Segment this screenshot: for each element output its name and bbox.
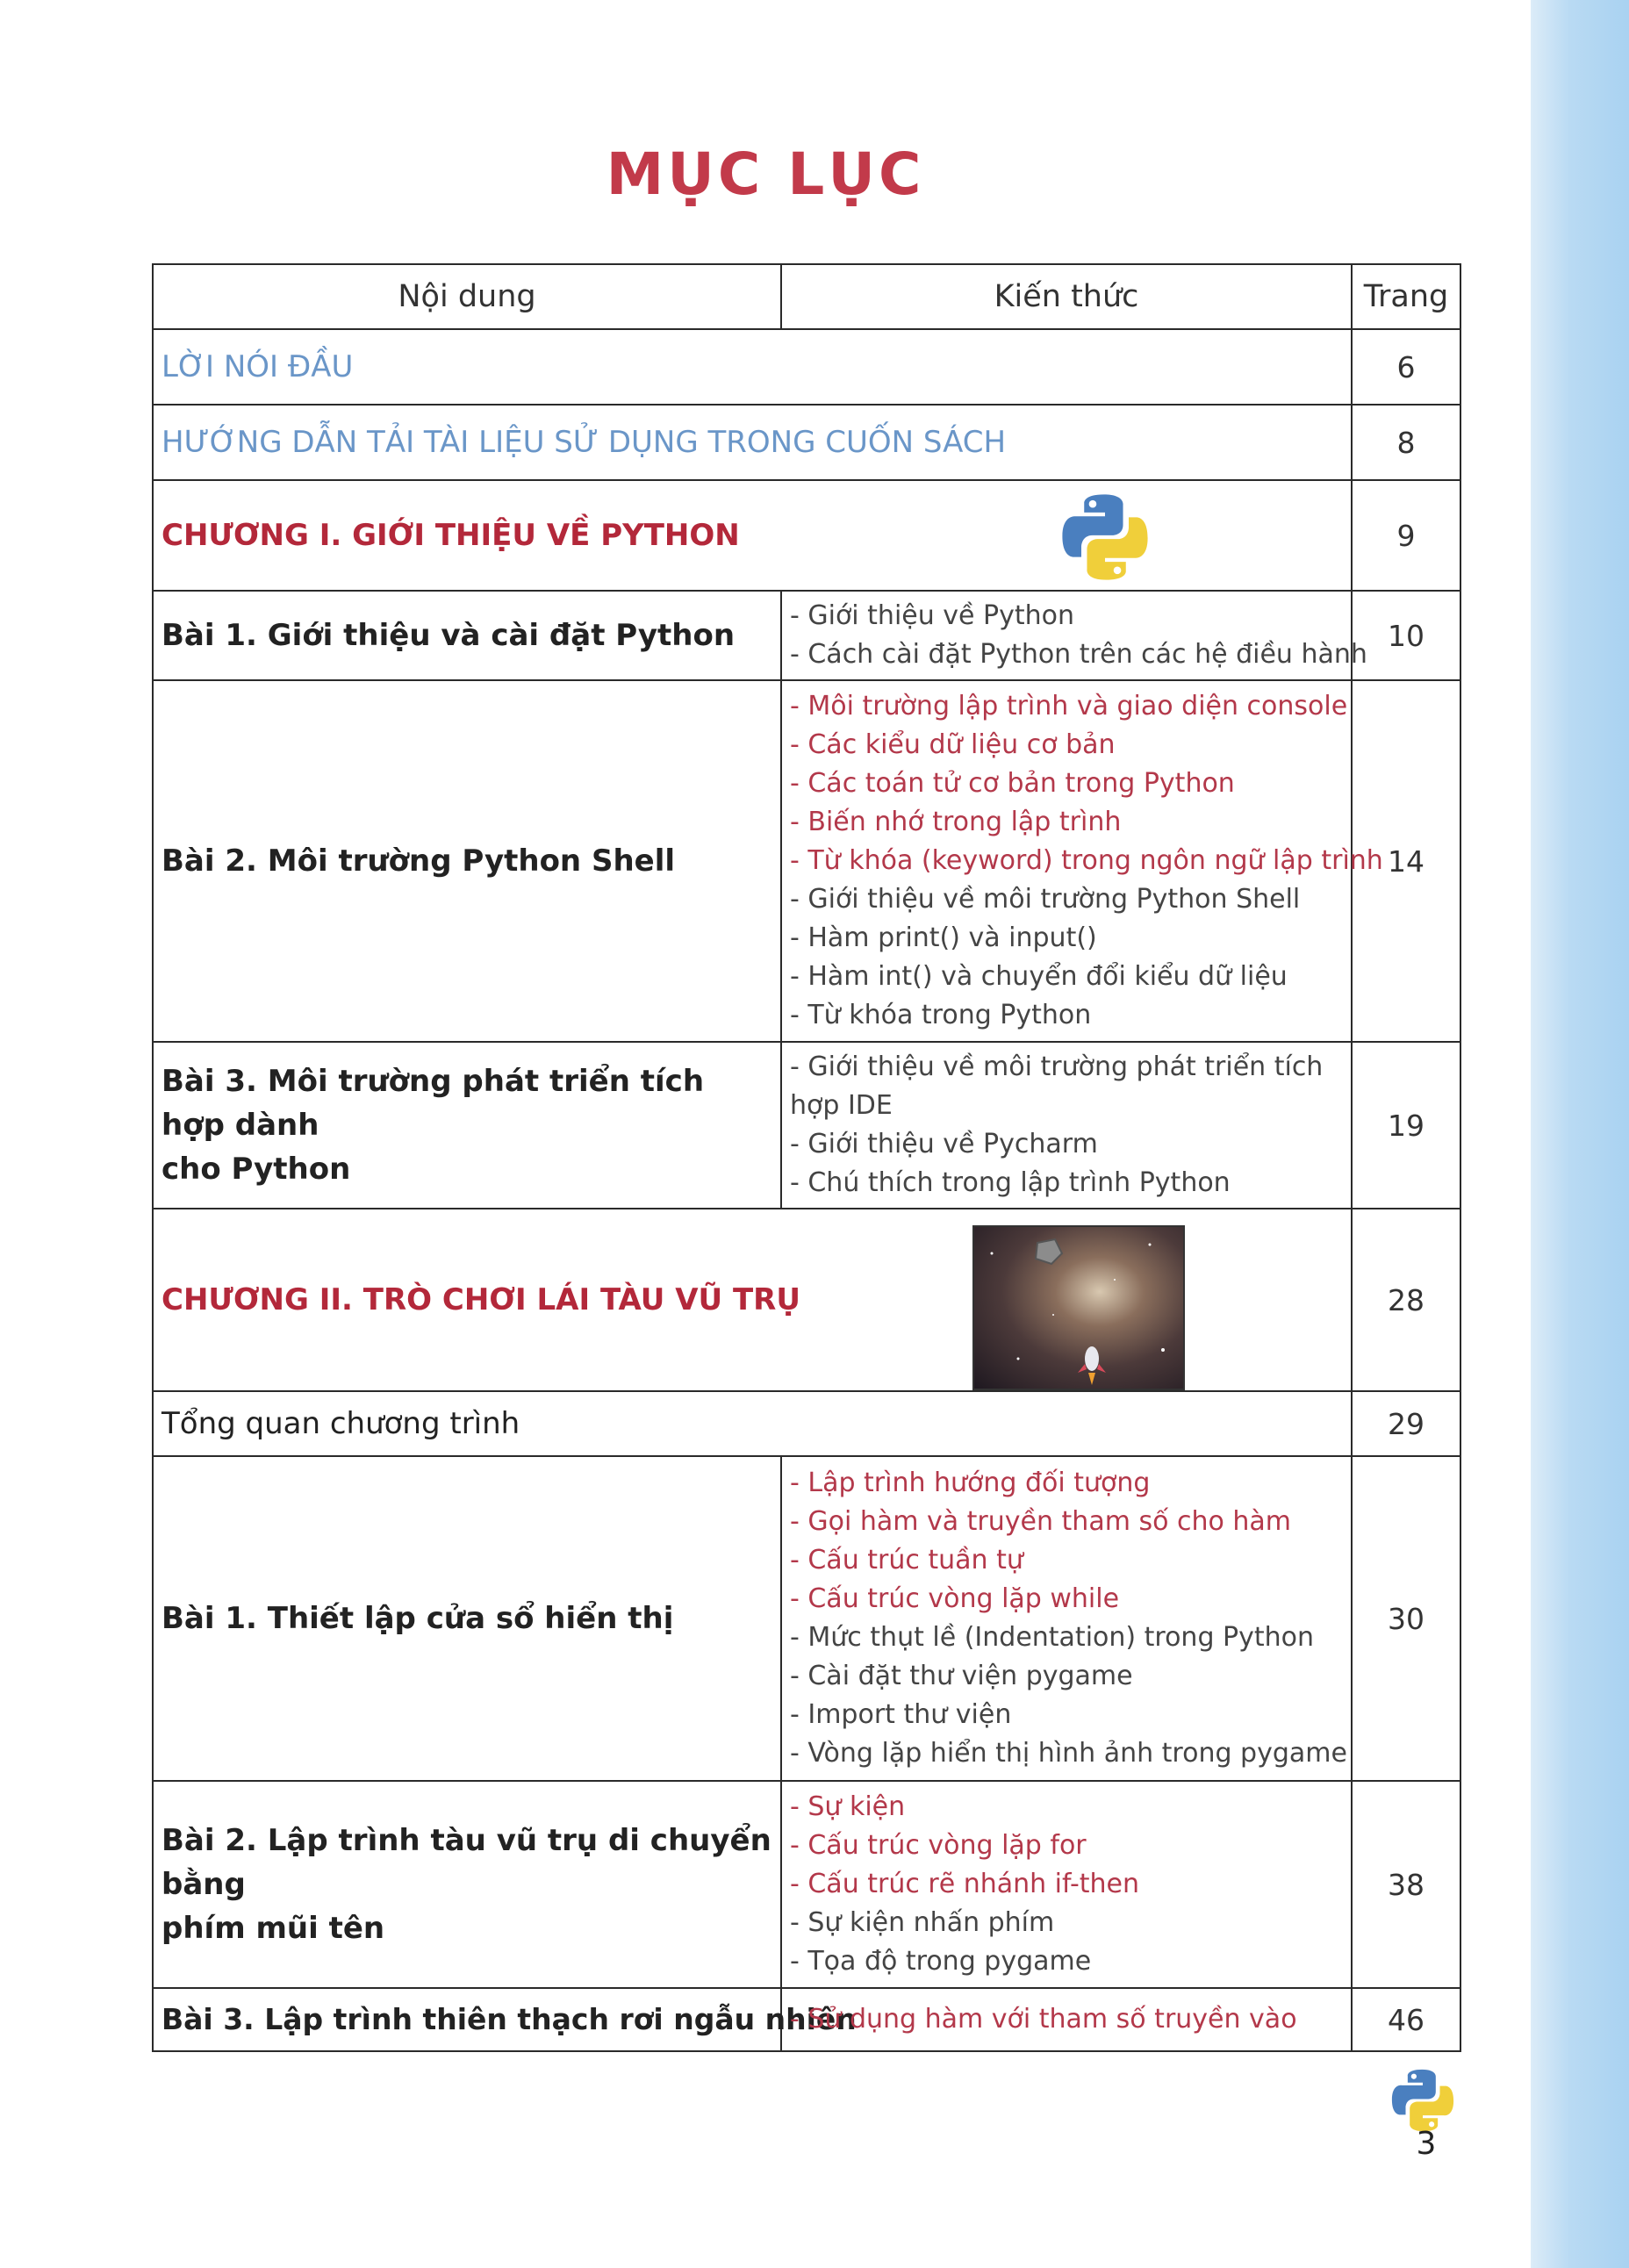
topic-item: - Biến nhớ trong lập trình xyxy=(790,807,1122,837)
topic-item: - Từ khóa (keyword) trong ngôn ngữ lập trình xyxy=(790,845,1383,876)
topic-item: - Hàm int() và chuyển đổi kiểu dữ liệu xyxy=(790,961,1288,992)
topic-item: - Môi trường lập trình và giao diện console xyxy=(790,691,1348,721)
topic-item: - Cách cài đặt Python trên các hệ điều hành xyxy=(790,639,1367,670)
ch1-lesson-3-label-line2: cho Python xyxy=(161,1152,351,1187)
ch2-lesson-1-page: 30 xyxy=(1352,1456,1460,1781)
overview-page: 29 xyxy=(1352,1391,1460,1456)
header-content: Nội dung xyxy=(153,264,781,329)
ch2-lesson-3-topics xyxy=(781,1988,1352,2051)
topic-item: - Chú thích trong lập trình Python xyxy=(790,1167,1231,1198)
footer-python-logo-icon xyxy=(1389,2066,1457,2135)
ch1-lesson-2-page: 14 xyxy=(1352,680,1460,1042)
ch2-lesson-3-page: 46 xyxy=(1352,1988,1460,2051)
topic-item: - Sự kiện nhấn phím xyxy=(790,1907,1055,1938)
toc-row-ch1-lesson-2 xyxy=(153,680,1460,1042)
chapter-2-page: 28 xyxy=(1352,1209,1460,1391)
ch1-lesson-1-label: Bài 1. Giới thiệu và cài đặt Python xyxy=(153,591,781,680)
topic-item: - Giới thiệu về môi trường phát triển tích xyxy=(790,1051,1324,1082)
chapter-1-label: CHƯƠNG I. GIỚI THIỆU VỀ PYTHON xyxy=(161,518,740,553)
preface-page: 6 xyxy=(1352,329,1460,405)
topic-item: - Gọi hàm và truyền tham số cho hàm xyxy=(790,1506,1291,1537)
chapter-2-label: CHƯƠNG II. TRÒ CHƠI LÁI TÀU VŨ TRỤ xyxy=(161,1282,800,1317)
ch1-lesson-3-page: 19 xyxy=(1352,1042,1460,1209)
ch1-lesson-1-page: 10 xyxy=(1352,591,1460,680)
ch1-lesson-2-topics xyxy=(781,680,1383,1042)
ch2-lesson-2-page: 38 xyxy=(1352,1781,1460,1988)
chapter-1-cell xyxy=(153,480,1352,591)
ch1-lesson-2-label: Bài 2. Môi trường Python Shell xyxy=(153,680,781,1042)
toc-row-ch2-lesson-3 xyxy=(153,1988,1460,2051)
table-header-row xyxy=(153,264,1460,329)
topic-item: - Giới thiệu về Python xyxy=(790,600,1075,631)
topic-item: - Tọa độ trong pygame xyxy=(790,1946,1092,1977)
guide-page: 8 xyxy=(1352,405,1460,480)
guide-label: HƯỚNG DẪN TẢI TÀI LIỆU SỬ DỤNG TRONG CUỐN SÁCH xyxy=(153,405,1352,480)
ch2-lesson-1-label: Bài 1. Thiết lập cửa sổ hiển thị xyxy=(153,1456,781,1781)
topic-item: - Giới thiệu về môi trường Python Shell xyxy=(790,884,1301,915)
header-knowledge: Kiến thức xyxy=(781,264,1352,329)
preface-label: LỜI NÓI ĐẦU xyxy=(153,329,1352,405)
topic-item: - Cấu trúc vòng lặp for xyxy=(790,1830,1087,1861)
topic-item: - Cấu trúc tuần tự xyxy=(790,1545,1023,1575)
topic-item: - Import thư viện xyxy=(790,1699,1012,1730)
topic-item: - Các kiểu dữ liệu cơ bản xyxy=(790,729,1116,760)
ch1-lesson-3-label-line1: Bài 3. Môi trường phát triển tích hợp dành xyxy=(161,1064,705,1143)
topic-item: - Hàm print() và input() xyxy=(790,922,1097,953)
topic-item: - Sử dụng hàm với tham số truyền vào xyxy=(790,2004,1297,2035)
toc-row-chapter-1 xyxy=(153,480,1460,591)
toc-row-preface xyxy=(153,329,1460,405)
page-title: MỤC LỤC xyxy=(606,140,925,208)
ch2-lesson-3-label: Bài 3. Lập trình thiên thạch rơi ngẫu nhiên xyxy=(153,1988,781,2051)
toc-row-ch2-lesson-1 xyxy=(153,1456,1460,1781)
topic-item: hợp IDE xyxy=(790,1090,893,1121)
ch2-lesson-2-label-line2: phím mũi tên xyxy=(161,1911,385,1946)
chapter-1-page: 9 xyxy=(1352,480,1460,591)
python-logo-icon xyxy=(1058,490,1152,585)
ch1-lesson-3-label xyxy=(153,1042,781,1209)
toc-row-chapter-2 xyxy=(153,1209,1460,1391)
ch1-lesson-3-topics xyxy=(781,1042,1352,1209)
ch2-lesson-1-topics xyxy=(781,1456,1352,1781)
toc-table xyxy=(152,263,1461,2052)
ch2-lesson-2-label xyxy=(153,1781,781,1988)
toc-row-overview xyxy=(153,1391,1460,1456)
toc-row-ch2-lesson-2 xyxy=(153,1781,1460,1988)
toc-row-guide xyxy=(153,405,1460,480)
overview-label: Tổng quan chương trình xyxy=(153,1391,1352,1456)
space-scene-icon xyxy=(974,1227,1183,1389)
page-number: 3 xyxy=(1416,2126,1437,2162)
topic-item: - Cấu trúc rẽ nhánh if-then xyxy=(790,1869,1140,1899)
topic-item: - Từ khóa trong Python xyxy=(790,1000,1092,1030)
topic-item: - Cấu trúc vòng lặp while xyxy=(790,1583,1120,1614)
ch1-lesson-1-topics xyxy=(781,591,1367,680)
toc-row-ch1-lesson-3 xyxy=(153,1042,1460,1209)
topic-item: - Giới thiệu về Pycharm xyxy=(790,1129,1098,1159)
ch2-lesson-2-topics xyxy=(781,1781,1352,1988)
header-page: Trang xyxy=(1352,264,1460,329)
topic-item: - Vòng lặp hiển thị hình ảnh trong pygame xyxy=(790,1738,1347,1769)
topic-item: - Các toán tử cơ bản trong Python xyxy=(790,768,1235,799)
ch2-lesson-2-label-line1: Bài 2. Lập trình tàu vũ trụ di chuyển bằng xyxy=(161,1823,771,1902)
topic-item: - Sự kiện xyxy=(790,1791,906,1822)
topic-item: - Lập trình hướng đối tượng xyxy=(790,1468,1151,1498)
topic-item: - Mức thụt lề (Indentation) trong Python xyxy=(790,1622,1315,1653)
topic-item: - Cài đặt thư viện pygame xyxy=(790,1661,1133,1691)
space-game-thumbnail xyxy=(972,1225,1185,1390)
toc-row-ch1-lesson-1 xyxy=(153,591,1460,680)
page-edge xyxy=(1531,0,1629,2268)
